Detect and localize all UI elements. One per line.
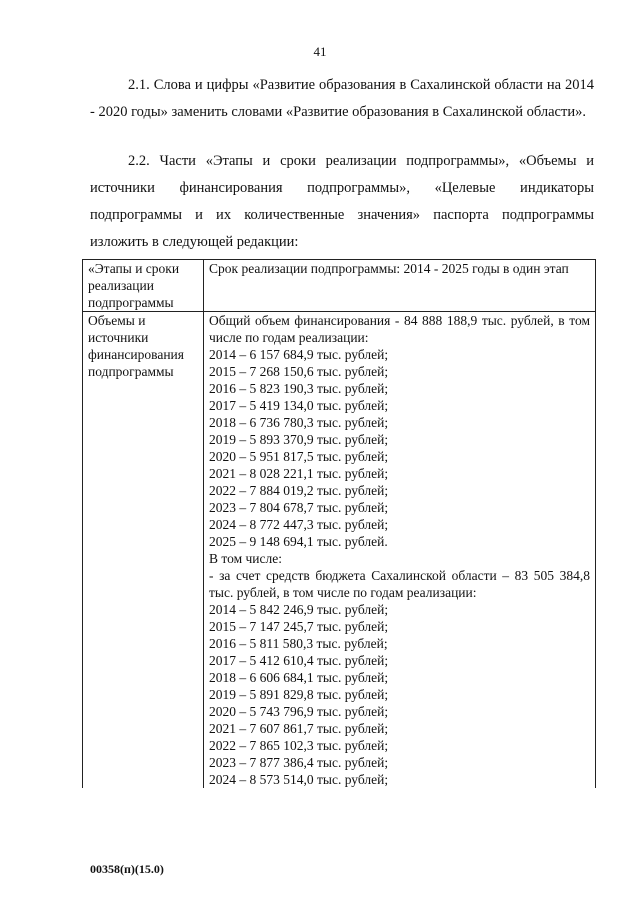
list-item: 2025 – 9 148 694,1 тыс. рублей. (209, 534, 388, 549)
list-item: 2019 – 5 891 829,8 тыс. рублей; (209, 687, 389, 702)
stages-value: Срок реализации подпрограммы: 2014 - 2025 годы в один этап (209, 261, 569, 276)
table-row-funding (83, 312, 596, 789)
list-item: 2018 – 6 736 780,3 тыс. рублей; (209, 415, 389, 430)
funding-total: Общий объем финансирования - 84 888 188,9 тыс. рублей, в том числе по годам реализации: (209, 313, 590, 345)
list-item: 2024 – 8 772 447,3 тыс. рублей; (209, 517, 389, 532)
list-item: 2022 – 7 884 019,2 тыс. рублей; (209, 483, 389, 498)
list-item: 2014 – 5 842 246,9 тыс. рублей; (209, 602, 389, 617)
list-item: 2022 – 7 865 102,3 тыс. рублей; (209, 738, 389, 753)
stages-label-cell (83, 260, 204, 312)
list-item: 2017 – 5 419 134,0 тыс. рублей; (209, 398, 389, 413)
list-item: 2016 – 5 811 580,3 тыс. рублей; (209, 636, 388, 651)
years-total-list (209, 346, 590, 550)
paragraph-2-2: 2.2. Части «Этапы и сроки реализации подпрограммы», «Объемы и источники финансирования подпрограммы», «Целевые индикаторы подпрограммы и их количественные значения» паспорта подпрограммы изложить в следующей редакции: (90, 153, 594, 250)
including-label: В том числе: (209, 551, 282, 566)
list-item: 2020 – 5 951 817,5 тыс. рублей; (209, 449, 389, 464)
page-number: 41 (313, 44, 327, 59)
list-item: 2021 – 8 028 221,1 тыс. рублей; (209, 466, 389, 481)
list-item: 2023 – 7 877 386,4 тыс. рублей; (209, 755, 389, 770)
table-row-stages (83, 260, 596, 312)
list-item: 2016 – 5 823 190,3 тыс. рублей; (209, 381, 389, 396)
list-item: 2021 – 7 607 861,7 тыс. рублей; (209, 721, 389, 736)
paragraph-2-1: 2.1. Слова и цифры «Развитие образования в Сахалинской области на 2014 - 2020 годы» заменить словами «Развитие образования в Сахалинской области». (90, 77, 594, 120)
funding-value-cell (204, 312, 596, 789)
document-code: 00358(п)(15.0) (90, 862, 164, 876)
list-item: 2024 – 8 573 514,0 тыс. рублей; (209, 772, 389, 787)
funding-label-cell (83, 312, 204, 789)
passport-table (82, 259, 596, 788)
list-item: 2014 – 6 157 684,9 тыс. рублей; (209, 347, 389, 362)
list-item: 2015 – 7 268 150,6 тыс. рублей; (209, 364, 389, 379)
list-item: 2015 – 7 147 245,7 тыс. рублей; (209, 619, 389, 634)
list-item: 2019 – 5 893 370,9 тыс. рублей; (209, 432, 389, 447)
funding-label: Объемы и источники финансирования подпрограммы (88, 313, 184, 379)
list-item: 2020 – 5 743 796,9 тыс. рублей; (209, 704, 389, 719)
list-item: 2018 – 6 606 684,1 тыс. рублей; (209, 670, 389, 685)
years-regional-list (209, 601, 590, 788)
stages-value-cell (204, 260, 596, 312)
list-item: 2023 – 7 804 678,7 тыс. рублей; (209, 500, 389, 515)
list-item: 2017 – 5 412 610,4 тыс. рублей; (209, 653, 389, 668)
regional-budget-total: - за счет средств бюджета Сахалинской области – 83 505 384,8 тыс. рублей, в том числе по годам реализации: (209, 568, 590, 600)
stages-label: «Этапы и сроки реализации подпрограммы (88, 261, 180, 310)
